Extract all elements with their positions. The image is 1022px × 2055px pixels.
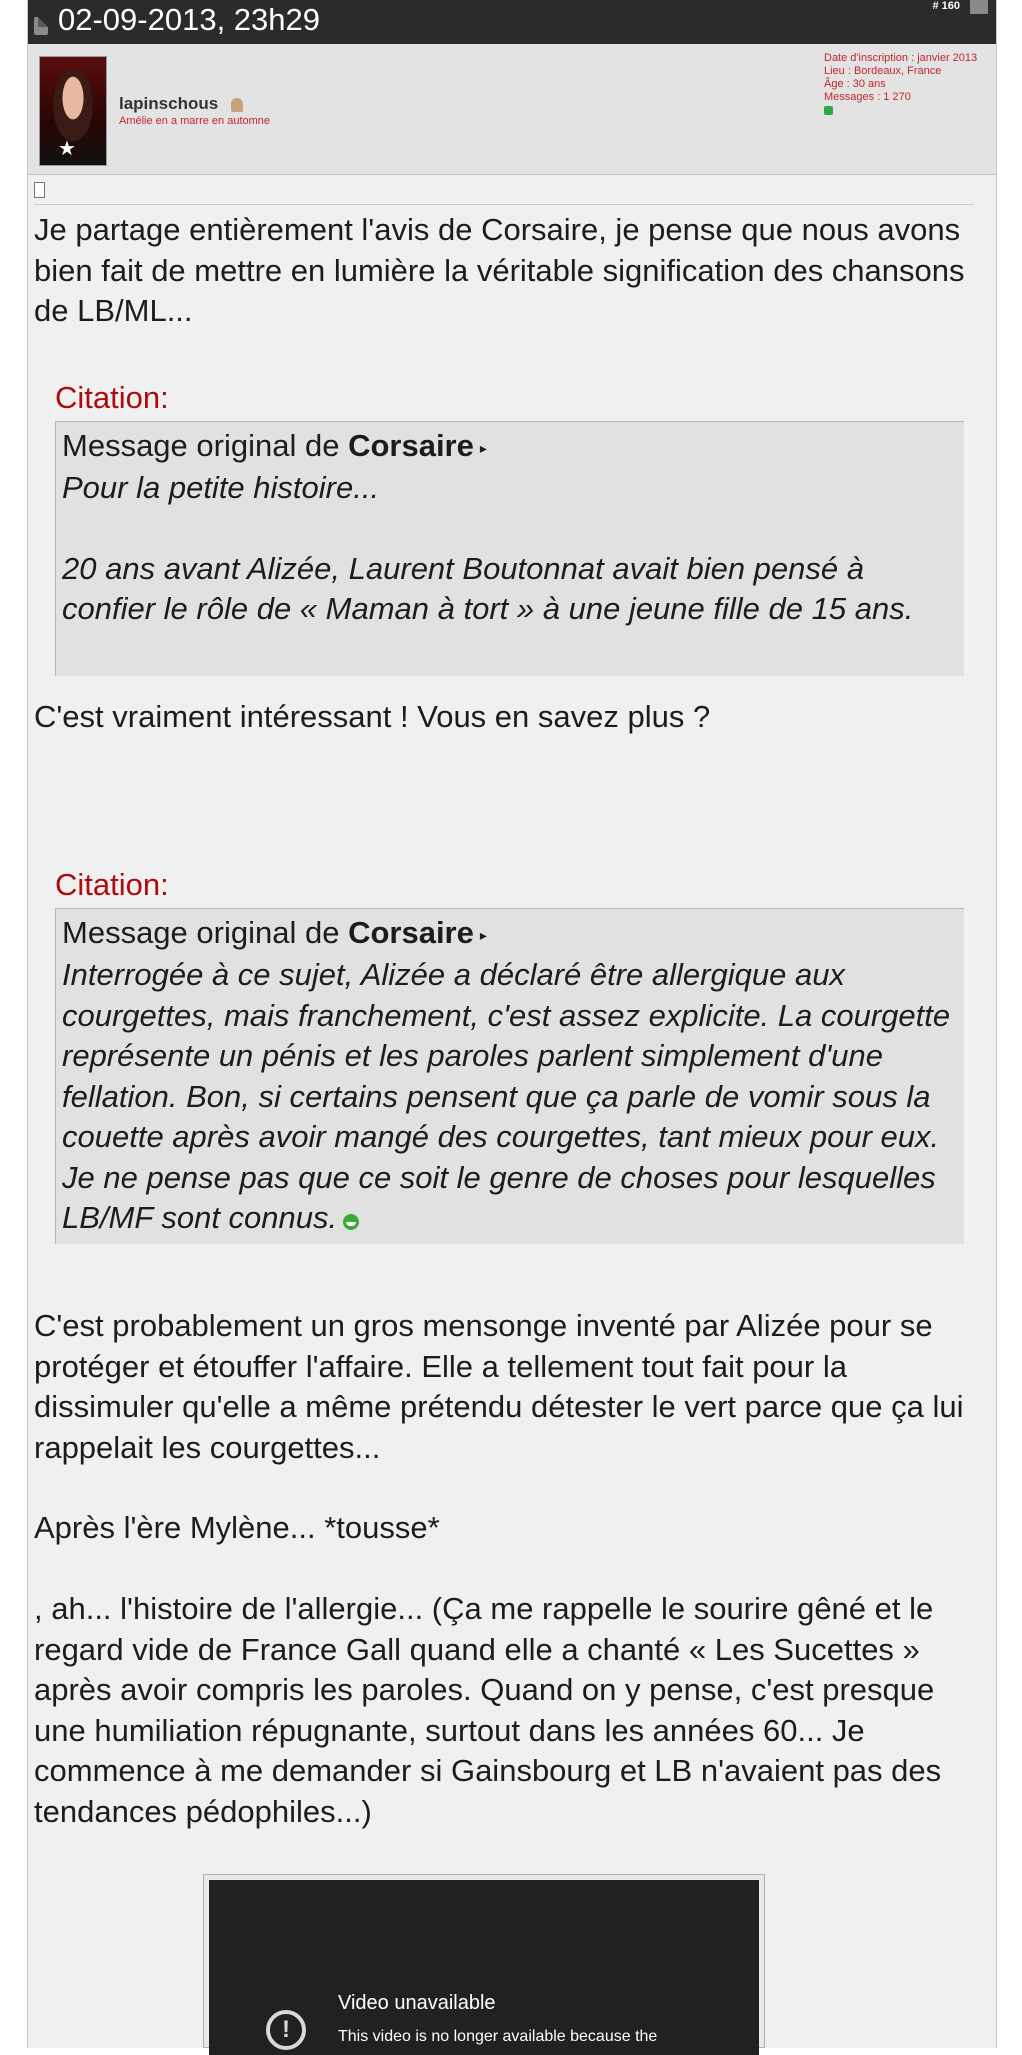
message-icon xyxy=(34,182,45,198)
user-details xyxy=(824,52,977,115)
quote-1-header xyxy=(62,426,958,468)
post-options-icon[interactable] xyxy=(970,0,988,14)
message-icon-row xyxy=(34,182,974,205)
quote-1-body-line-2: 20 ans avant Alizée, Laurent Boutonnat avait bien pensé à confier le rôle de « Maman à tort » à une jeune fille de 15 ans. xyxy=(62,550,914,627)
view-post-icon[interactable]: ▸ xyxy=(479,439,487,456)
quote-2-author: Corsaire xyxy=(348,915,474,950)
video-unavailable-title: Video unavailable xyxy=(338,1992,496,2014)
star-icon: ★ xyxy=(58,138,76,160)
view-post-icon-2[interactable]: ▸ xyxy=(479,926,487,943)
video-unavailable-description: This video is no longer available because the xyxy=(338,2028,658,2045)
post-date: 02-09-2013, 23h29 xyxy=(58,2,321,37)
quote-2-body xyxy=(62,955,958,1239)
location: Lieu : Bordeaux, France xyxy=(824,65,942,77)
message-paragraph-1: Je partage entièrement l'avis de Corsaire, je pense que nous avons bien fait de mettre en lumière la véritable signification des chansons de LB/ML... xyxy=(34,212,965,328)
video-player[interactable] xyxy=(209,1880,759,2055)
message-paragraph-4: Après l'ère Mylène... *tousse* xyxy=(34,1510,440,1545)
age: Âge : 30 ans xyxy=(824,78,886,90)
message-count: Messages : 1 270 xyxy=(824,91,911,103)
message-paragraph-3: C'est probablement un gros mensonge inventé par Alizée pour se protéger et étouffer l'affaire. Elle a tellement tout fait pour la dissimuler qu'elle a même prétendu détester le vert parce que ça lui rappelait les courgettes... xyxy=(34,1308,964,1465)
quote-2-header xyxy=(62,913,958,955)
username-link[interactable]: lapinschous xyxy=(119,94,219,113)
join-date: Date d'inscription : janvier 2013 xyxy=(824,52,978,64)
user-info-panel xyxy=(28,44,996,175)
quote-1-author: Corsaire xyxy=(348,428,474,463)
quote-2-prefix: Message original de xyxy=(62,915,340,950)
post-header xyxy=(28,0,996,44)
quote-1 xyxy=(55,421,964,676)
forum-post xyxy=(27,0,997,2048)
quote-2-body-text: Interrogée à ce sujet, Alizée a déclaré être allergique aux courgettes, mais franchement, c'est assez explicite. La courgette représente un pénis et les paroles parlent simplement d'une fellation. Bon, si certains pensent que ça parle de vomir sous la couette après avoir mangé des courgettes, tant mieux pour eux. Je ne pense pas que ce soit le genre de choses pour lesquelles LB/MF sont connus. xyxy=(62,957,951,1236)
message-paragraph-5: , ah... l'histoire de l'allergie... (Ça me rappelle le sourire gêné et le regard vide de France Gall quand elle a chanté « Les Sucettes » après avoir compris les paroles. Quand on y pense, c'est presque une humiliation répugnante, surtout dans les années 60... Je commence à me demander si Gainsbourg et LB n'avaient pas des tendances pédophiles...) xyxy=(34,1591,942,1829)
alert-icon: ! xyxy=(266,2010,306,2050)
quote-1-prefix: Message original de xyxy=(62,428,340,463)
post-document-icon xyxy=(34,17,48,35)
user-title: Amélie en a marre en automne xyxy=(119,115,271,127)
quote-1-body-line-1: Pour la petite histoire... xyxy=(62,470,380,506)
video-embed[interactable] xyxy=(203,1874,765,2048)
quote-2-label: Citation: xyxy=(55,867,169,902)
message-paragraph-2: C'est vraiment intéressant ! Vous en savez plus ? xyxy=(34,699,711,734)
online-status-icon xyxy=(824,106,833,115)
user-status-icon xyxy=(231,98,243,112)
quote-1-label: Citation: xyxy=(55,380,169,415)
grin-smiley-icon xyxy=(343,1214,359,1230)
quote-2 xyxy=(55,908,964,1244)
post-number-link[interactable]: # 160 xyxy=(932,0,960,12)
avatar[interactable] xyxy=(39,56,107,166)
